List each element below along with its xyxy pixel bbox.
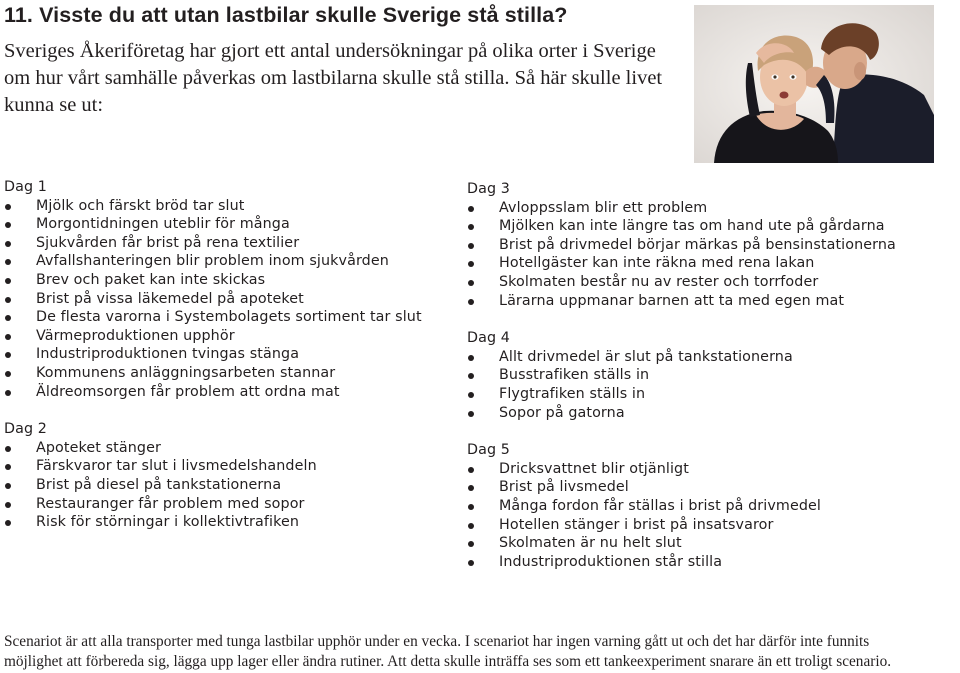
day-title: Dag 2	[4, 421, 47, 438]
list-item: Mjölk och färskt bröd tar slut	[4, 197, 444, 216]
list-item: Sjukvården får brist på rena textilier	[4, 234, 444, 253]
list-item: Hotellgäster kan inte räkna med rena lakan	[467, 254, 907, 273]
day-section-3	[467, 180, 907, 310]
day-title: Dag 1	[4, 179, 47, 195]
footer-line: möjlighet att förbereda sig, lägga upp lager eller ändra rutiner. Att detta skulle inträffa ses som ett tankeexperiment snarare än ett troligt scenario.	[4, 653, 892, 670]
day-section-4	[467, 329, 907, 422]
page-title: 11. Visste du att utan lastbilar skulle Sverige stå stilla?	[4, 3, 568, 27]
day-list	[467, 348, 907, 422]
day-list	[4, 197, 444, 402]
intro-paragraph: Sveriges Åkeriföretag har gjort ett antal undersökningar på olika orter i Sverige om hur vårt samhälle påverkas om lastbilarna skulle stå stilla. Så här skulle livet kunna se ut:	[4, 40, 663, 116]
day-list	[467, 199, 907, 311]
list-item: Risk för störningar i kollektivtrafiken	[4, 513, 444, 532]
footer-line: Scenariot är att alla transporter med tunga lastbilar upphör under en vecka. I scenariot har ingen varning gått ut och det har därför inte funnits	[4, 633, 870, 650]
list-item: Busstrafiken ställs in	[467, 366, 907, 385]
left-column	[4, 178, 444, 551]
list-item: Dricksvattnet blir otjänligt	[467, 460, 907, 479]
day-title: Dag 4	[467, 330, 510, 347]
list-item: Värmeproduktionen upphör	[4, 327, 444, 346]
photo-surprised-woman-whisper	[694, 5, 934, 163]
list-item: Sopor på gatorna	[467, 404, 907, 423]
list-item: Brist på livsmedel	[467, 478, 907, 497]
list-item: Skolmaten är nu helt slut	[467, 534, 907, 553]
list-item: Apoteket stänger	[4, 439, 444, 458]
right-column	[467, 180, 907, 590]
day-title: Dag 5	[467, 442, 510, 459]
list-item: Industriproduktionen tvingas stänga	[4, 345, 444, 364]
footer-note	[4, 632, 960, 672]
day-section-1	[4, 178, 444, 401]
list-item: Morgontidningen uteblir för många	[4, 215, 444, 234]
list-item: Flygtrafiken ställs in	[467, 385, 907, 404]
list-item: Brev och paket kan inte skickas	[4, 271, 444, 290]
list-item: Brist på diesel på tankstationerna	[4, 476, 444, 495]
list-item: Brist på drivmedel börjar märkas på bensinstationerna	[467, 236, 907, 255]
list-item: Kommunens anläggningsarbeten stannar	[4, 364, 444, 383]
list-item: Många fordon får ställas i brist på drivmedel	[467, 497, 907, 516]
day-list	[467, 460, 907, 572]
list-item: Industriproduktionen står stilla	[467, 553, 907, 572]
day-section-2	[4, 420, 444, 532]
list-item: Färskvaror tar slut i livsmedelshandeln	[4, 457, 444, 476]
day-list	[4, 439, 444, 532]
list-item: Allt drivmedel är slut på tankstationerna	[467, 348, 907, 367]
list-item: Avfallshanteringen blir problem inom sjukvården	[4, 252, 444, 271]
list-item: Mjölken kan inte längre tas om hand ute på gårdarna	[467, 217, 907, 236]
list-item: Hotellen stänger i brist på insatsvaror	[467, 516, 907, 535]
list-item: De flesta varorna i Systembolagets sortiment tar slut	[4, 308, 444, 327]
list-item: Brist på vissa läkemedel på apoteket	[4, 290, 444, 309]
list-item: Äldreomsorgen får problem att ordna mat	[4, 383, 444, 402]
list-item: Restauranger får problem med sopor	[4, 495, 444, 514]
list-item: Skolmaten består nu av rester och torrfoder	[467, 273, 907, 292]
day-section-5	[467, 441, 907, 571]
list-item: Lärarna uppmanar barnen att ta med egen mat	[467, 292, 907, 311]
day-title: Dag 3	[467, 181, 510, 197]
list-item: Avloppsslam blir ett problem	[467, 199, 907, 218]
